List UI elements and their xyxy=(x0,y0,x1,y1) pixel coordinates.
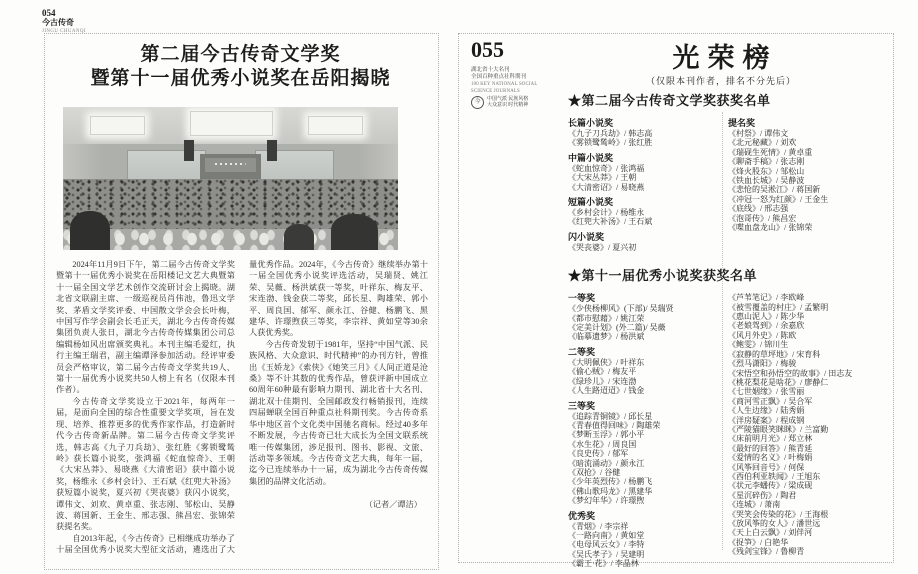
award-entry: 《西伯利亚轶闻》/ 王旭东 xyxy=(728,471,821,481)
award-entry: 《哭丧婆》/ 夏兴初 xyxy=(568,242,637,252)
award-entry: 《洋房疑案》/ 程成钢 xyxy=(728,415,805,425)
award-entry: 《被雪覆盖的村庄》/ 孟繁明 xyxy=(728,302,829,312)
award-entry: 《瑞砚生死情》/ 黄卓重 xyxy=(728,147,813,157)
award-entry: 《暗流涌动》/ 颜永江 xyxy=(568,458,645,468)
award-column xyxy=(728,118,886,257)
attendee-figure xyxy=(70,211,110,250)
honor-roll-content xyxy=(568,90,886,574)
section-header: ★第二届今古传奇文学奖获奖名单 xyxy=(568,93,771,108)
award-entry: 《良史传》/ 郁军 xyxy=(568,449,629,459)
conference-photo xyxy=(63,107,398,250)
section-header: ★第十一届优秀小说奖获奖名单 xyxy=(568,268,758,284)
award-category: 中篇小说奖 xyxy=(568,152,614,163)
award-entry: 《梦幻年华》/ 许璟煦 xyxy=(568,496,645,506)
award-column xyxy=(728,293,886,573)
award-entry: 《芦苇笔记》/ 李欧峰 xyxy=(728,293,805,303)
award-entry: 《乡村会计》/ 杨维永 xyxy=(568,208,645,218)
award-entry: 《双抢》/ 谷健 xyxy=(568,467,621,477)
award-group xyxy=(568,293,728,342)
award-entry: 《大宋丛莽》/ 王朝 xyxy=(568,173,637,183)
award-category: 闪小说奖 xyxy=(568,231,605,242)
award-section-literature xyxy=(568,90,886,257)
award-entry: 《冲冠一怒为红颜》/ 王金生 xyxy=(728,194,829,204)
journal-logo xyxy=(471,96,528,109)
award-entry: 《大清密诏》/ 易晓燕 xyxy=(568,182,645,192)
award-entry: 《七世姻缘》/ 张雪丽 xyxy=(728,387,805,397)
award-entry: 《最好的回答》/ 熊青延 xyxy=(728,443,813,453)
award-entry: 《残剑宝锋》/ 鲁柳青 xyxy=(728,547,805,557)
speaker-column xyxy=(267,140,277,161)
award-entry: 《烈马潇阳》/ 梅骏 xyxy=(728,359,797,369)
award-group xyxy=(568,511,728,569)
body-paragraph: 2024年11月9日下午，第二届今古传奇文学奖暨第十一届优秀小说奖在岳阳楼记文艺大典暨第十一届全国文学艺术创作交流研讨会上揭晓。湖北省文联副主席、一级巡视员肖伟池，鲁迅文学奖、茅盾文学奖评委、中国散文学会会长叶梅，中国写作学会副会长毛正天，湖北今古传奇传媒集团负责人张日，湖北今古传奇传媒集团公司总编辑杨如风出席颁奖典礼。本刊主编毛爱红，执行主编王瑞君，副主编谭泽参加活动。经评审委员会严格审议，第二届今古传奇文学奖共19人、第十一届优秀小说奖共50人榜上有名（仅限本刊作者）。 xyxy=(56,260,235,395)
award-category: 长篇小说奖 xyxy=(568,118,614,128)
masthead-line-en: 100 KEY NATIONAL SOCIAL SCIENCE JOURNALS xyxy=(471,82,538,94)
award-entry: 《大明佩侠》/ 叶祥东 xyxy=(568,357,645,367)
body-paragraph: 今古传奇文学奖设立于2021年，每两年一届，是面向全国的综合性重要文学奖项，旨在发现、培养、推荐更多的优秀作家作品，打造新时代今古传奇新品牌。第二届今古传奇文学奖评选，韩志高《九子刀兵劫》、张红胜《雾锁鹭鸶岭》获长篇小说奖，张鸿福《蛇血惊奇》、王朝《大宋丛莽》、易晓燕《大清密诏》获中篇小说奖，杨维永《乡村会计》、王石斌《红兜大补汤》获短篇小说奖，夏兴初《哭丧婆》获闪小说奖，谭伟文、刘欢、黄卓重、张志刚、邹松山、吴静波、蒋国新、王金生、邢志强、熊昌宏、张锦荣获提名奖。 xyxy=(56,396,235,532)
award-entry: 《爱情的名义》/ 叶梅娟 xyxy=(728,453,813,463)
award-category: 提名奖 xyxy=(728,118,756,128)
award-entry: 《风月外史》/ 陈欧 xyxy=(728,330,797,340)
slogan-line: 中国气派 民族风格 xyxy=(487,96,529,102)
award-entry: 《电母风云女》/ 李特 xyxy=(568,540,645,550)
attendee-figure xyxy=(331,214,378,250)
award-column xyxy=(568,293,728,573)
award-entry: 《蛇血惊奇》/ 张鸿福 xyxy=(568,163,645,173)
masthead-line: 湖北省十大名刊 xyxy=(471,67,510,73)
award-entry: 《宋悟空和孙悟空的故事》/ 田志友 xyxy=(728,368,853,378)
award-entry: 《老娘驾到》/ 余嘉欣 xyxy=(728,321,805,331)
award-category: 优秀奖 xyxy=(568,510,596,521)
award-entry: 《雾锁鹭鸶岭》/ 张红胜 xyxy=(568,138,653,148)
award-category: 二等奖 xyxy=(568,346,596,357)
award-category: 三等奖 xyxy=(568,400,596,411)
award-entry: 《鲍雯》/ 锦川生 xyxy=(728,340,789,350)
award-group xyxy=(568,347,728,396)
award-entry: 《连城》/ 萧南 xyxy=(728,500,781,510)
award-entry: 《都市慰藉》/ 姚江荣 xyxy=(568,313,645,323)
award-entry: 《水生花》/ 周良国 xyxy=(568,439,637,449)
award-category: 一等奖 xyxy=(568,293,596,304)
attendee-figure xyxy=(284,224,314,250)
article-body xyxy=(56,259,428,561)
award-entry: 《天上白云飘》/ 刘伴河 xyxy=(728,528,813,538)
award-entry: 《底线》/ 邢志强 xyxy=(728,204,789,214)
award-entry: 《喋血盘龙山》/ 张锦荣 xyxy=(728,223,813,233)
award-group xyxy=(568,153,728,192)
award-entry: 《悲怆的吴淞江》/ 蒋国新 xyxy=(728,185,821,195)
award-entry: 《少侠杨柳风》(下部)/ 吴瑞贤 xyxy=(568,304,674,314)
article-title-line2: 暨第十一届优秀小说奖在岳阳揭晓 xyxy=(90,68,391,89)
award-entry: 《北元秘藏》/ 刘欢 xyxy=(728,138,797,148)
award-entry: 《泡哥传》/ 熊昌宏 xyxy=(728,213,797,223)
article-title-line1: 第二届今古传奇文学奖 xyxy=(140,44,341,65)
brand-name-en: JINGU CHUANQI xyxy=(42,29,86,34)
award-entry: 《青烟》/ 李宗祥 xyxy=(568,521,629,531)
left-page-header xyxy=(42,8,86,35)
award-group xyxy=(568,118,728,148)
article-title xyxy=(44,43,437,91)
award-entry: 《星沉碎伤》/ 陶君 xyxy=(728,490,797,500)
ceiling-light xyxy=(90,116,146,135)
award-entry: 《严陵猫眼笑眯眯》/ 兰富勤 xyxy=(728,424,829,434)
award-entry: 《铁血长城》/ 吴静波 xyxy=(728,176,805,186)
award-entry: 《商河雪正飘》/ 吴合军 xyxy=(728,396,813,406)
award-entry: 《偷心贼》/ 梅友平 xyxy=(568,367,637,377)
award-entry: 《梦断玉浮》/ 郭小平 xyxy=(568,430,645,440)
award-entry: 《村祭》/ 谭伟文 xyxy=(728,129,789,138)
award-entry: 《人生路迢迢》/ 钱金 xyxy=(568,386,645,396)
award-entry: 《临摹遗梦》/ 杨洪斌 xyxy=(568,332,645,342)
column-divider xyxy=(722,112,723,550)
body-paragraph: 今古传奇发轫于1981年，坚持“中国气派、民族风格、大众意识、时代精神”的办刊方针，曾推出《玉娇龙》《索侠》《她笑三月》《人间正道是沧桑》等不计其数的优秀作品，曾获评新中国成立60周年60种最有影响力期刊、湖北省十大名刊、湖北双十佳期刊、全国邮政发行畅销报刊，连续四届蝉联全国百种重点社科期刊奖。今古传奇系华中地区首个文化类中国驰名商标。经过40多年不断发展，今古传奇已壮大成长为全国文联系统唯一传媒集团，涉足报刊、图书、影视、文旅、活动等多领域。今古传奇文艺大典，每年一届，迄今已连续举办十一届，成为湖北今古传奇传媒集团的品牌文化活动。 xyxy=(249,339,428,486)
award-entry: 《哭笑会传染的花》/ 王海根 xyxy=(728,509,829,519)
award-entry: 《九子刀兵劫》/ 韩志高 xyxy=(568,129,653,138)
honor-roll-subtitle: （仅限本刊作者，排名不分先后） xyxy=(645,76,796,86)
slogan-line: 大众意识 时代精神 xyxy=(487,102,529,108)
journal-slogan xyxy=(487,97,528,109)
award-column xyxy=(568,118,728,257)
byline: （记者／谭洁） xyxy=(364,500,422,510)
body-paragraph: 自2013年起，《今古传奇》已相继成功举办了十届全国优秀小说奖大型征文活动，遴选出了大量优秀作品。2024年，《今古传奇》继续举办第十一届全国优秀小说奖评选活动，吴瑞贤、姚江荣、吴薇、杨洪斌获一等奖，叶祥东、梅友平、宋连渤、钱金获二等奖，邱长星、陶雄荣、郭小平、周良国、郁军、颜永江、谷健、杨鹏飞、黑建华、许璟煦获三等奖，李宗祥、黄如堂等30余人获优秀奖。 xyxy=(56,260,428,555)
ceiling-light xyxy=(190,111,272,136)
award-entry: 《定美计划》(外二篇)/ 吴薇 xyxy=(568,323,666,333)
award-entry: 《聊斋手稿》/ 张志刚 xyxy=(728,157,805,167)
award-entry: 《绿珍儿》/ 宋连渤 xyxy=(568,376,637,386)
award-entry: 《霸王·花》/ 李晶林 xyxy=(568,559,639,569)
award-entry: 《少年英烈传》/ 杨鹏飞 xyxy=(568,477,653,487)
award-entry: 《追踪青铜镜》/ 邱长星 xyxy=(568,411,653,421)
award-group xyxy=(568,401,728,506)
award-entry: 《床前明月光》/ 郑立林 xyxy=(728,434,813,444)
stage-screen xyxy=(205,158,256,172)
award-section-novel xyxy=(568,265,886,573)
award-entry: 《惠山泥人》/ 陈少华 xyxy=(728,312,805,322)
award-group xyxy=(728,293,886,556)
award-entry: 《青春值得回味》/ 陶雄荣 xyxy=(568,420,661,430)
masthead xyxy=(471,67,543,95)
award-group xyxy=(728,118,886,232)
award-entry: 《风筝回音号》/ 何保 xyxy=(728,462,805,472)
page-number: 055 xyxy=(471,37,504,62)
award-entry: 《吴氏孝子》/ 吴建明 xyxy=(568,549,645,559)
speaker-column xyxy=(184,140,194,161)
award-category: 短篇小说奖 xyxy=(568,197,614,208)
journal-seal-icon: 今 xyxy=(471,96,484,109)
award-entry: 《放风筝的女人》/ 潘世远 xyxy=(728,519,821,528)
award-group xyxy=(568,197,728,227)
award-entry: 《一路向南》/ 黄如堂 xyxy=(568,530,645,540)
award-group xyxy=(568,232,728,252)
award-entry: 《烽火股东》/ 邹松山 xyxy=(728,166,805,176)
honor-roll-title: 光荣榜 xyxy=(672,43,778,73)
masthead-line: 全国百种重点社科期刊 xyxy=(471,74,527,80)
page-number: 054 xyxy=(42,8,56,18)
award-entry: 《捉笋》/ 白艳华 xyxy=(728,537,789,547)
award-entry: 《红兜大补汤》/ 王石斌 xyxy=(568,217,653,227)
ceiling-light xyxy=(308,116,364,135)
award-entry: 《状元李蟠传》/ 梁成砚 xyxy=(728,481,813,491)
award-entry: 《寂静的草坪地》/ 宋育科 xyxy=(728,349,821,359)
brand-name: 今古传奇 xyxy=(42,18,74,27)
award-entry: 《桃花梨花是啥花》/ 廖静仁 xyxy=(728,377,829,387)
award-entry: 《人生边缘》/ 陆秀娟 xyxy=(728,406,805,416)
award-entry: 《佛山歌玛龙》/ 黑建华 xyxy=(568,486,653,496)
